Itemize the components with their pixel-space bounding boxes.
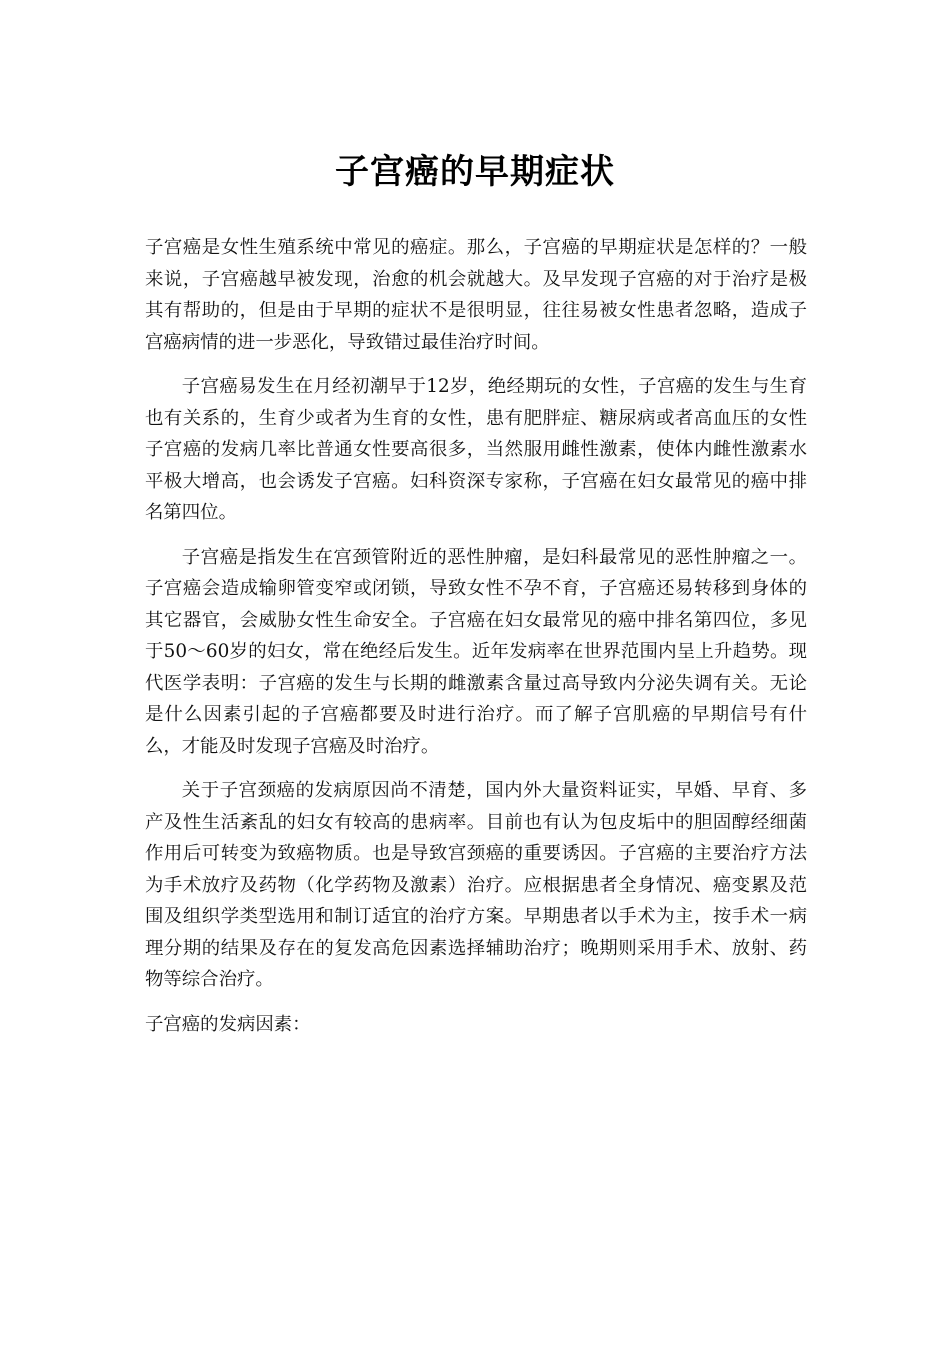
document-title: 子宫癌的早期症状 bbox=[335, 152, 615, 192]
paragraph-intro: 子宫癌是女性生殖系统中常见的癌症。那么，子宫癌的早期症状是怎样的？一般来说，子宫癌越早被发现，治愈的机会就越大。及早发现子宫癌的对于治疗是极其有帮助的，但是由于早期的症状不是很明显，往往易被女性患者忽略，造成子宫癌病情的进一步恶化，导致错过最佳治疗时间。 bbox=[145, 237, 807, 353]
paragraph-definition: 子宫癌是指发生在宫颈管附近的恶性肿瘤，是妇科最常见的恶性肿瘤之一。子宫癌会造成输卵管变窄或闭锁，导致女性不孕不育，子宫癌还易转移到身体的其它器官，会威胁女性生命安全。子宫癌在妇女最常见的癌中排名第四位，多见于50～60岁的妇女，常在绝经后发生。近年发病率在世界范围内呈上升趋势。现代医学表明：子宫癌的发生与长期的雌激素含量过高导致内分泌失调有关。无论是什么因素引起的子宫癌都要及时进行治疗。而了解子宫肌癌的早期信号有什么，才能及时发现子宫癌及时治疗。 bbox=[145, 546, 807, 757]
paragraph-section-heading: 子宫癌的发病因素： bbox=[145, 1013, 311, 1035]
paragraph-causes-treatment: 关于子宫颈癌的发病原因尚不清楚，国内外大量资料证实，早婚、早育、多产及性生活紊乱的妇女有较高的患病率。目前也有认为包皮垢中的胆固醇经细菌作用后可转变为致癌物质。也是导致宫颈癌的重要诱因。子宫癌的主要治疗方法为手术放疗及药物（化学药物及激素）治疗。应根据患者全身情况、癌变累及范围及组织学类型选用和制订适宜的治疗方案。早期患者以手术为主，按手术一病理分期的结果及存在的复发高危因素选择辅助治疗；晚期则采用手术、放射、药物等综合治疗。 bbox=[145, 780, 807, 990]
document-body bbox=[145, 232, 807, 1053]
paragraph-risk-factors: 子宫癌易发生在月经初潮早于12岁，绝经期玩的女性，子宫癌的发生与生育也有关系的，生育少或者为生育的女性，患有肥胖症、糖尿病或者高血压的女性子宫癌的发病几率比普通女性要高很多，当然服用雌性激素，使体内雌性激素水平极大增高，也会诱发子宫癌。妇科资深专家称，子宫癌在妇女最常见的癌中排名第四位。 bbox=[145, 376, 807, 523]
